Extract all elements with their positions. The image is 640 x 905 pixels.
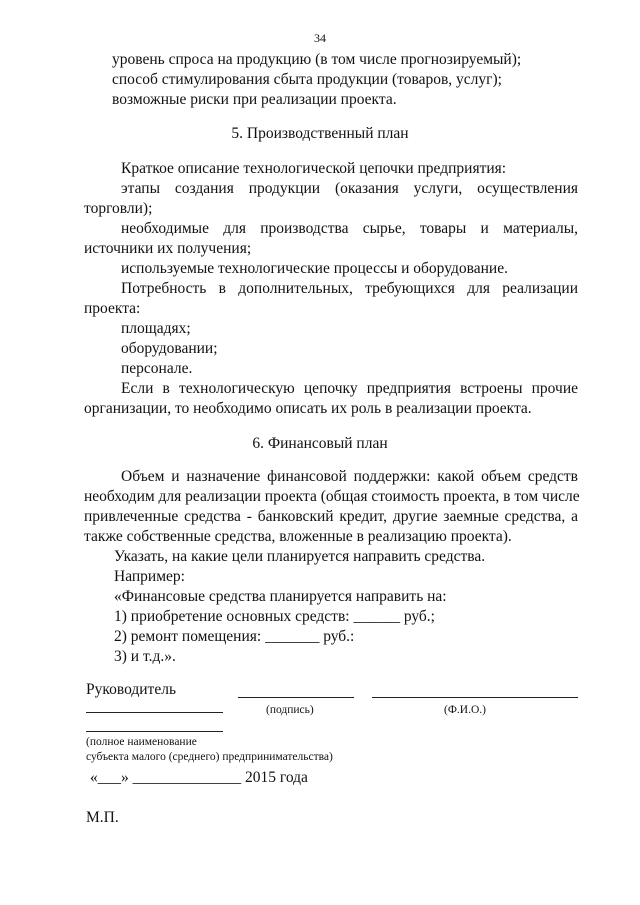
signature-caption: (подпись) bbox=[266, 704, 314, 716]
paragraph-line: Краткое описание технологической цепочки предприятия: bbox=[121, 160, 507, 177]
list-item: площадях; bbox=[121, 320, 191, 337]
paragraph-line: также собственные средства, вложенные в реализацию проекта). bbox=[84, 528, 512, 545]
name-line bbox=[372, 697, 578, 698]
paragraph-line: Объем и назначение финансовой поддержки: какой объем средств bbox=[121, 468, 578, 485]
signatory-role: Руководитель bbox=[86, 681, 177, 698]
section-heading: 6. Финансовый план bbox=[252, 435, 388, 452]
page-number: 34 bbox=[314, 31, 326, 45]
paragraph-line: торговли); bbox=[84, 200, 153, 217]
paragraph-line: Потребность в дополнительных, требующихся для реализации bbox=[121, 280, 578, 297]
date-line: «___» ______________ 2015 года bbox=[90, 769, 308, 786]
seal-mark: М.П. bbox=[86, 809, 119, 826]
section-heading: 5. Производственный план bbox=[231, 125, 409, 142]
paragraph-line: «Финансовые средства планируется направить на: bbox=[114, 588, 447, 605]
list-item: уровень спроса на продукцию (в том числе прогнозируемый); bbox=[112, 51, 522, 68]
entity-caption: субъекта малого (среднего) предпринимательства) bbox=[86, 751, 333, 763]
paragraph-line: источники их получения; bbox=[84, 240, 252, 257]
list-item: возможные риски при реализации проекта. bbox=[112, 91, 397, 108]
name-caption: (Ф.И.О.) bbox=[444, 704, 486, 716]
entity-caption: (полное наименование bbox=[86, 736, 197, 748]
paragraph-line: этапы создания продукции (оказания услуги, осуществления bbox=[121, 180, 578, 197]
paragraph-line: необходим для реализации проекта (общая стоимость проекта, в том числе bbox=[84, 488, 580, 505]
list-item: 1) приобретение основных средств: ______ руб.; bbox=[114, 608, 435, 625]
signature-line bbox=[238, 697, 354, 698]
paragraph-line: привлеченные средства - банковский кредит, другие заемные средства, а bbox=[84, 508, 578, 525]
list-item: персонале. bbox=[121, 360, 193, 377]
paragraph-line: проекта: bbox=[84, 300, 141, 317]
paragraph-line: организации, то необходимо описать их роль в реализации проекта. bbox=[84, 400, 532, 417]
paragraph-line: Если в технологическую цепочку предприятия встроены прочие bbox=[121, 380, 578, 397]
list-item: 3) и т.д.». bbox=[114, 648, 176, 665]
paragraph-line: используемые технологические процессы и оборудование. bbox=[121, 260, 508, 277]
paragraph-line: Указать, на какие цели планируется направить средства. bbox=[114, 548, 486, 565]
entity-line bbox=[86, 731, 223, 732]
list-item: 2) ремонт помещения: _______ руб.: bbox=[114, 628, 355, 645]
paragraph-line: необходимые для производства сырье, товары и материалы, bbox=[121, 220, 578, 237]
list-item: способ стимулирования сбыта продукции (товаров, услуг); bbox=[112, 71, 502, 88]
paragraph-line: Например: bbox=[114, 568, 185, 585]
blank-line bbox=[86, 712, 223, 713]
list-item: оборудовании; bbox=[121, 340, 218, 357]
